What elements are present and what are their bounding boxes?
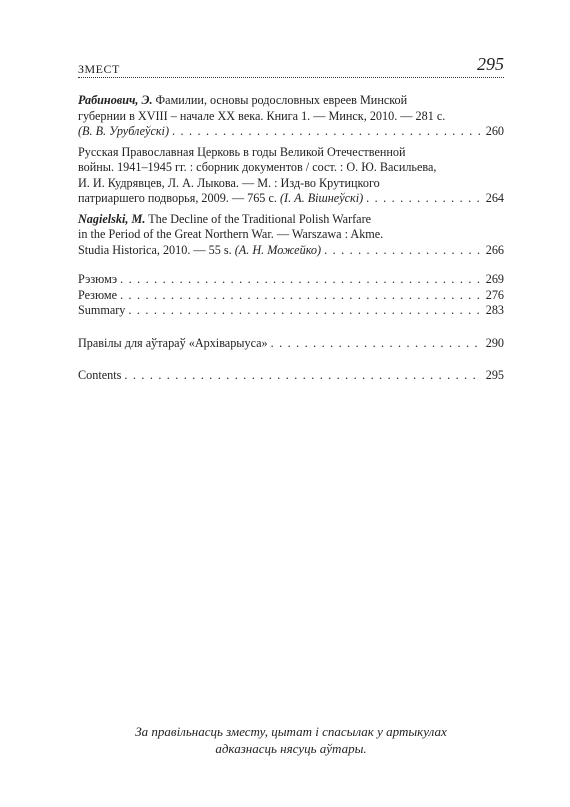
dot-leader: [268, 336, 482, 352]
note-line: адказнасць нясуць аўтары.: [215, 741, 367, 756]
entry-label: Резюме: [78, 287, 118, 302]
dot-leader: [117, 288, 482, 304]
entry-label: Рэзюмэ: [78, 272, 118, 286]
responsibility-note: [78, 723, 504, 757]
dot-leader: [363, 191, 482, 207]
dot-leader: [321, 243, 482, 259]
entry-page: 295: [485, 368, 504, 382]
toc-entry-summary-ru[interactable]: [78, 288, 504, 304]
entry-title-line: Фамилии, основы родословных евреев Минской: [155, 93, 408, 107]
note-line: За правільнасць зместу, цытат і спасылак у артыкулах: [135, 724, 447, 739]
entry-page: 283: [485, 303, 504, 317]
entry-title-line: in the Period of the Great Northern War. — Warszawa : Akme.: [78, 227, 384, 241]
entry-title-line: The Decline of the Traditional Polish Warfare: [148, 211, 372, 226]
entry-title-line: патриаршего подворья, 2009. — 765 с.: [78, 191, 277, 205]
entry-label: Правілы для аўтараў «Архіварыуса»: [78, 335, 268, 350]
entry-title-line: И. И. Кудрявцев, Л. А. Лыкова. — М. : Изд-во Крутицкого: [78, 175, 380, 190]
toc-entry-contents[interactable]: [78, 368, 504, 384]
entry-label: Contents: [78, 368, 122, 382]
entry-title-line: Русская Православная Церковь в годы Великой Отечественной: [78, 144, 406, 159]
toc-entry-orthodox-church[interactable]: [78, 145, 504, 207]
entry-page: 276: [485, 287, 504, 302]
entry-reviewer: (І. А. Вішнеўскі): [279, 191, 364, 205]
running-header: [78, 54, 504, 82]
toc-entry-author-rules[interactable]: [78, 336, 504, 352]
dot-leader: [117, 272, 482, 288]
entry-reviewer: (А. Н. Можейко): [234, 242, 322, 257]
entry-label: Summary: [78, 303, 126, 317]
toc-entry-nagielski[interactable]: [78, 212, 504, 259]
header-dotted-rule: [78, 77, 504, 78]
entry-page: 264: [485, 191, 504, 205]
section-title: ЗМЕСТ: [78, 62, 120, 76]
entry-title-line: губернии в XVIII – начале XX века. Книга 1. — Минск, 2010. — 281 с.: [78, 108, 446, 123]
entry-reviewer: (В. В. Урублеўскі): [78, 124, 170, 138]
entry-page: 269: [485, 272, 504, 286]
toc-entry-summary-be[interactable]: [78, 272, 504, 288]
entry-title-line: Studia Historica, 2010. — 55 s.: [78, 242, 232, 257]
dot-leader: [125, 303, 481, 319]
entry-title-line: войны. 1941–1945 гг. : сборник документов / сост. : О. Ю. Васильева,: [78, 160, 437, 174]
entry-page: 266: [485, 242, 504, 257]
toc-entry-rabinovich[interactable]: [78, 93, 504, 140]
entry-author: Рабинович, Э.: [78, 93, 153, 107]
page-number: 295: [477, 54, 504, 74]
toc-entry-summary-en[interactable]: [78, 303, 504, 319]
dot-leader: [169, 124, 482, 140]
entry-page: 260: [485, 124, 504, 138]
table-of-contents: [78, 93, 504, 384]
dot-leader: [121, 368, 481, 384]
entry-author: Nagielski, M.: [78, 211, 146, 226]
entry-page: 290: [485, 335, 504, 350]
